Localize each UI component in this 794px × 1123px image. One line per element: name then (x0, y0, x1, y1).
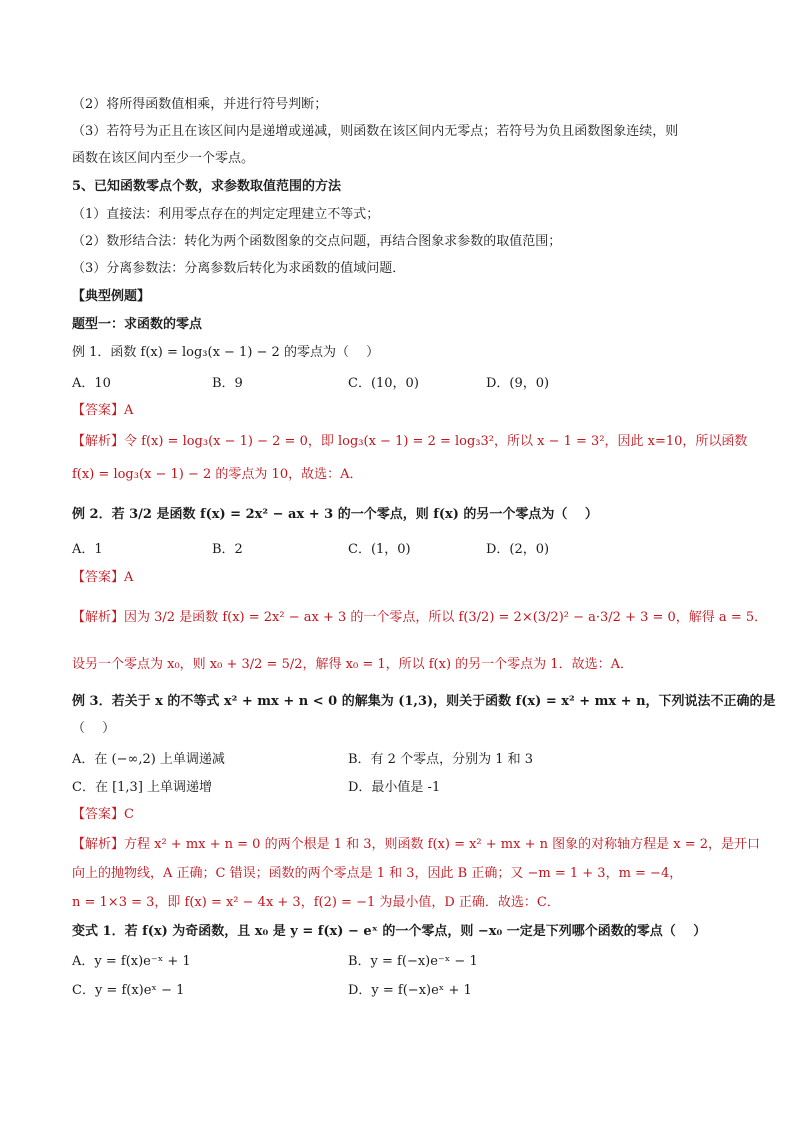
example-3-solution-line-1: 【解析】方程 x² + mx + n = 0 的两个根是 1 和 3，则函数 f(x) = x² + mx + n 图象的对称轴方程是 x = 2，是开口 (72, 837, 761, 852)
question-type-1-heading: 题型一：求函数的零点 (72, 317, 203, 332)
example-3-solution-line-2: 向上的抛物线，A 正确；C 错误；函数的两个零点是 1 和 3，因此 B 正确；又 −m = 1 + 3，m = −4， (72, 866, 683, 881)
variant-1-option-c: C．y = f(x)eˣ − 1 (72, 983, 185, 998)
intro-step-3: （3）若符号为正且在该区间内是递增或递减，则函数在该区间内无零点；若符号为负且函数图象连续，则 (72, 124, 679, 139)
example-1-answer: 【答案】A (72, 403, 134, 418)
method-graphical: （2）数形结合法：转化为两个函数图象的交点问题，再结合图象求参数的取值范围； (72, 234, 562, 249)
example-2-option-a: A．1 (72, 542, 103, 557)
section-5-title: 5、已知函数零点个数，求参数取值范围的方法 (72, 179, 342, 194)
example-3-answer: 【答案】C (72, 807, 134, 822)
example-2-solution-line-1: 【解析】因为 3/2 是函数 f(x) = 2x² − ax + 3 的一个零点，所以 f(3/2) = 2×(3/2)² − a·3/2 + 3 = 0，解得 a = 5． (72, 610, 768, 625)
example-2-option-b: B．2 (212, 542, 243, 557)
intro-step-2: （2）将所得函数值相乘，并进行符号判断； (72, 97, 328, 112)
example-1-solution-line-2: f(x) = log₃(x − 1) − 2 的零点为 10，故选：A． (72, 467, 363, 482)
example-3-option-a: A．在 (−∞,2) 上单调递减 (72, 752, 225, 767)
example-2-answer: 【答案】A (72, 570, 134, 585)
example-1-option-a: A．10 (72, 376, 111, 391)
example-3-option-d: D．最小值是 -1 (348, 780, 441, 795)
example-2-option-c: C．(1，0) (348, 542, 411, 557)
variant-1-option-a: A．y = f(x)e⁻ˣ + 1 (72, 954, 191, 969)
variant-1-option-d: D．y = f(−x)eˣ + 1 (348, 983, 472, 998)
example-3-question-line-2: （ ） (72, 721, 116, 736)
method-separation: （3）分离参数法：分离参数后转化为求函数的值域问题． (72, 261, 406, 276)
example-2-option-d: D．(2，0) (486, 542, 550, 557)
example-1-solution-line-1: 【解析】令 f(x) = log₃(x − 1) − 2 = 0，即 log₃(x − 1) = 2 = log₃3²，所以 x − 1 = 3²，因此 x=10，所以函数 (72, 434, 748, 449)
example-3-solution-line-3: n = 1×3 = 3，即 f(x) = x² − 4x + 3，f(2) = −1 为最小值，D 正确．故选：C． (72, 895, 560, 910)
variant-1-option-b: B．y = f(−x)e⁻ˣ − 1 (348, 954, 478, 969)
example-2-solution-line-2: 设另一个零点为 x₀，则 x₀ + 3/2 = 5/2，解得 x₀ = 1，所以 f(x) 的另一个零点为 1．故选：A． (72, 657, 633, 672)
example-1-option-d: D．(9，0) (486, 376, 550, 391)
example-3-question-line-1: 例 3．若关于 x 的不等式 x² + mx + n < 0 的解集为 (1,3)，则关于函数 f(x) = x² + mx + n，下列说法不正确的是 (72, 694, 776, 709)
typical-examples-heading: 【典型例题】 (72, 289, 151, 304)
variant-1-question: 变式 1．若 f(x) 为奇函数，且 x₀ 是 y = f(x) − eˣ 的一个零点，则 −x₀ 一定是下列哪个函数的零点（ ） (72, 924, 707, 939)
method-direct: （1）直接法：利用零点存在的判定定理建立不等式； (72, 207, 380, 222)
example-1-question: 例 1．函数 f(x) = log₃(x − 1) − 2 的零点为（ ） (72, 345, 380, 360)
example-1-option-c: C．(10，0) (348, 376, 419, 391)
example-1-option-b: B．9 (212, 376, 243, 391)
example-3-option-b: B．有 2 个零点，分别为 1 和 3 (348, 752, 534, 767)
example-2-question: 例 2．若 3/2 是函数 f(x) = 2x² − ax + 3 的一个零点，则 f(x) 的另一个零点为（ ） (72, 507, 598, 522)
example-3-option-c: C．在 [1,3] 上单调递增 (72, 780, 213, 795)
intro-step-3-cont: 函数在该区间内至少一个零点。 (72, 151, 255, 166)
